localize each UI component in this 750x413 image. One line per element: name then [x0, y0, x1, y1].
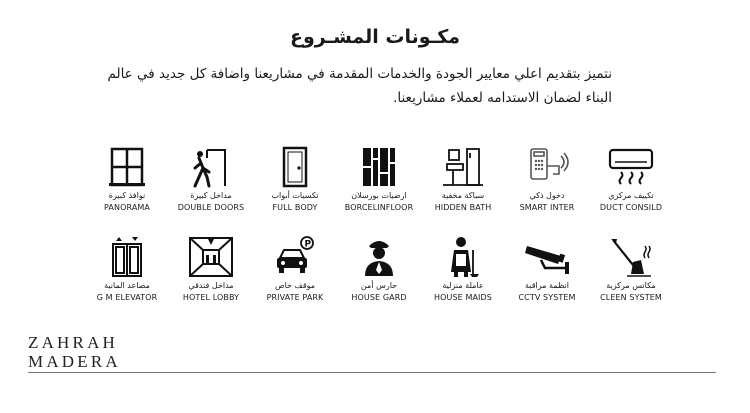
feature-house-maids — [421, 236, 505, 326]
svg-text:P: P — [304, 239, 312, 250]
feature-ar-label: عاملة منزلية — [442, 281, 484, 290]
lobby-icon — [187, 236, 235, 278]
features-grid — [85, 146, 675, 326]
tiles-icon — [355, 146, 403, 188]
page-title: مكـونات المشـروع — [289, 26, 461, 48]
feature-full-body — [253, 146, 337, 236]
door-person-icon — [187, 146, 235, 188]
intro-paragraph — [72, 62, 612, 110]
ac-icon — [607, 146, 655, 188]
feature-smart-inter — [505, 146, 589, 236]
feature-en-label: FULL BODY — [272, 203, 318, 212]
feature-ar-label: مصاعد المانية — [104, 281, 150, 290]
intro-line-2: البناء لضمان الاستدامه لعملاء مشاريعنا. — [393, 90, 612, 106]
feature-cctv — [505, 236, 589, 326]
feature-en-label: HIDDEN BATH — [434, 203, 492, 212]
feature-en-label: PRIVATE PARK — [266, 293, 324, 302]
feature-en-label: DUCT CONSILD — [599, 203, 663, 212]
feature-private-park — [253, 236, 337, 326]
feature-ar-label: مداخل كبيرة — [190, 191, 232, 200]
feature-en-label: HOTEL LOBBY — [182, 293, 240, 302]
feature-elevator — [85, 236, 169, 326]
features-row-2 — [85, 236, 675, 326]
feature-cleen-system — [589, 236, 673, 326]
feature-ar-label: مداخل فندقي — [188, 281, 234, 290]
maid-icon — [439, 236, 487, 278]
feature-ar-label: مكانس مركزية — [606, 281, 656, 290]
logo-line-2: MADERA — [28, 352, 121, 371]
feature-porcelain-floor — [337, 146, 421, 236]
feature-ar-label: نوافذ كبيرة — [108, 191, 146, 200]
feature-en-label: PANORAMA — [104, 203, 150, 212]
intro-line-1: نتميز بتقديم اعلي معايير الجودة والخدمات المقدمة في مشاريعنا واضافة كل جديد في عالم — [107, 66, 612, 82]
feature-ar-label: حارس أمن — [360, 281, 398, 290]
feature-hotel-lobby — [169, 236, 253, 326]
vacuum-icon — [607, 236, 655, 278]
feature-ar-label: تكييف مركزي — [608, 191, 654, 200]
feature-en-label: HOUSE MAIDS — [434, 293, 492, 302]
feature-en-label: DOUBLE DOORS — [177, 203, 245, 212]
footer-divider — [28, 372, 716, 373]
parking-icon — [271, 236, 319, 278]
feature-ar-label: تكسيات أبواب — [271, 191, 319, 200]
feature-en-label: HOUSE GARD — [351, 293, 407, 302]
feature-ar-label: دخول ذكي — [529, 191, 565, 200]
feature-ar-label: موقف خاص — [274, 281, 316, 290]
feature-double-doors — [169, 146, 253, 236]
door-icon — [271, 146, 319, 188]
guard-icon — [355, 236, 403, 278]
feature-en-label: SMART INTER — [519, 203, 575, 212]
feature-ar-label: سباكة مخفية — [441, 191, 485, 200]
feature-en-label: G M ELEVATOR — [96, 293, 158, 302]
smart-lock-icon — [523, 146, 571, 188]
bath-icon — [439, 146, 487, 188]
feature-en-label: CCTV SYSTEM — [518, 293, 576, 302]
features-row-1 — [85, 146, 675, 236]
feature-duct-ac — [589, 146, 673, 236]
logo-line-1: ZAHRAH — [28, 333, 119, 352]
feature-ar-label: ارضيات بورسلان — [351, 191, 407, 200]
feature-ar-label: انظمة مراقبة — [525, 281, 569, 290]
elevator-icon — [103, 236, 151, 278]
brand-logo — [28, 333, 121, 371]
feature-hidden-bath — [421, 146, 505, 236]
window-icon — [103, 146, 151, 188]
feature-house-guard — [337, 236, 421, 326]
feature-panorama — [85, 146, 169, 236]
cctv-icon — [523, 236, 571, 278]
feature-en-label: BORCELINFLOOR — [344, 203, 414, 212]
feature-en-label: CLEEN SYSTEM — [600, 293, 662, 302]
